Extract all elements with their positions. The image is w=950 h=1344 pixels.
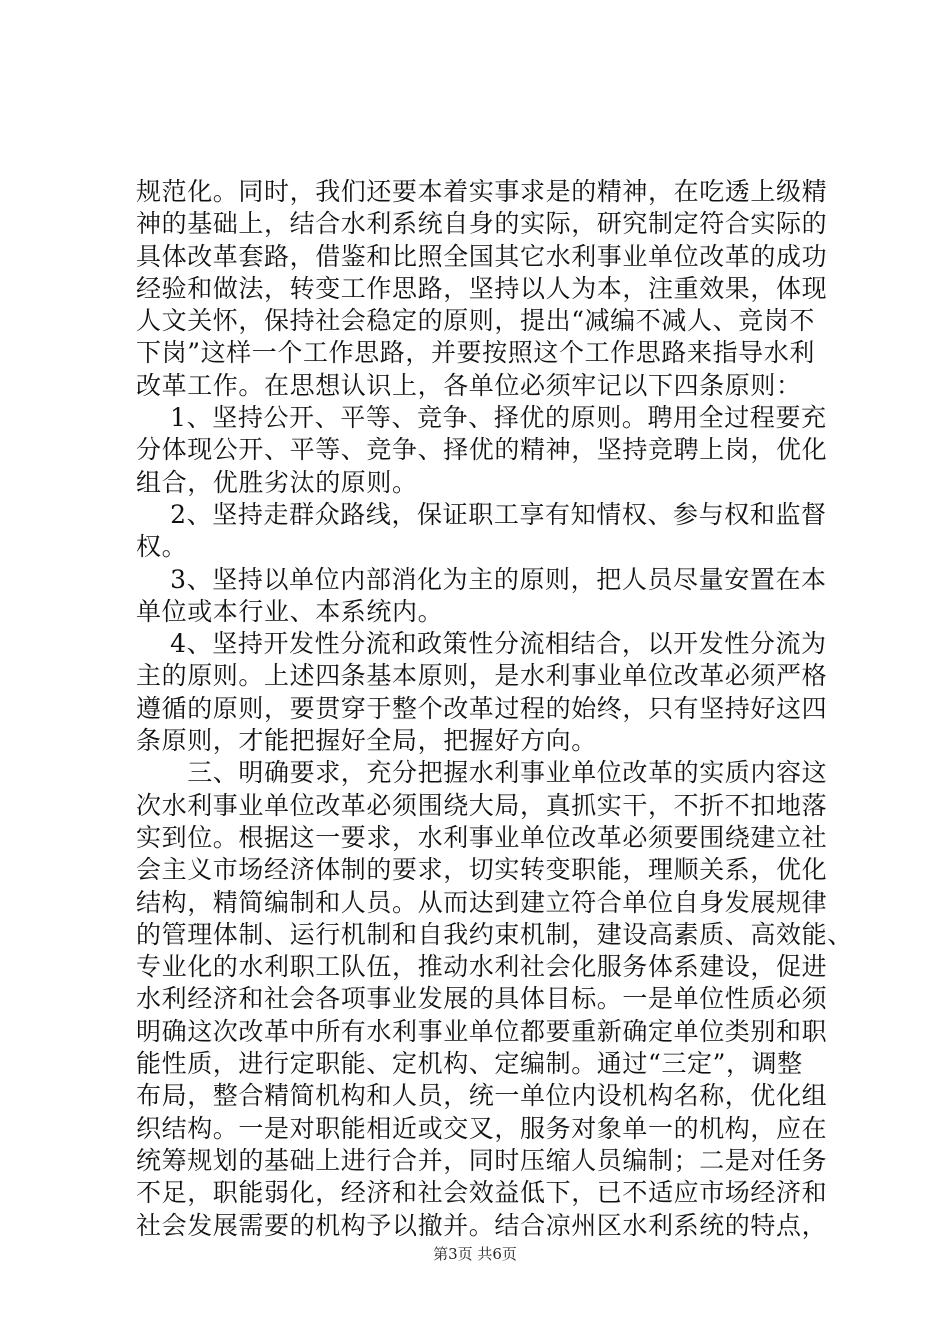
text-line: 经验和做法，转变工作思路，坚持以人为本，注重效果，体现 <box>136 273 828 303</box>
text-line: 条原则，才能把握好全局，把握好方向。 <box>136 726 597 756</box>
text-line: 明确这次改革中所有水利事业单位都要重新确定单位类别和职 <box>136 1016 828 1046</box>
text-line: 1、坚持公开、平等、竞争、择优的原则。聘用全过程要充 <box>136 403 827 433</box>
text-line: 布局，整合精简机构和人员，统一单位内设机构名称，优化组 <box>136 1081 828 1111</box>
text-line: 组合，优胜劣汰的原则。 <box>136 467 418 497</box>
text-line: 水利经济和社会各项事业发展的具体目标。一是单位性质必须 <box>136 984 828 1014</box>
text-line: 神的基础上，结合水利系统自身的实际，研究制定符合实际的 <box>136 209 828 239</box>
text-line: 3、坚持以单位内部消化为主的原则，把人员尽量安置在本 <box>136 564 827 594</box>
text-line: 会主义市场经济体制的要求，切实转变职能，理顺关系，优化 <box>136 855 828 885</box>
text-line: 人文关怀，保持社会稳定的原则，提出“减编不减人、竞岗不 <box>136 306 815 336</box>
text-line: 的管理体制、运行机制和自我约束机制，建设高素质、高效能、 <box>136 919 853 949</box>
text-line: 4、坚持开发性分流和政策性分流相结合，以开发性分流为 <box>136 629 827 659</box>
text-line: 不足，职能弱化，经济和社会效益低下，已不适应市场经济和 <box>136 1178 828 1208</box>
text-line: 具体改革套路，借鉴和比照全国其它水利事业单位改革的成功 <box>136 241 828 271</box>
text-line: 统筹规划的基础上进行合并，同时压缩人员编制；二是对任务 <box>136 1145 828 1175</box>
text-line: 三、明确要求，充分把握水利事业单位改革的实质内容这 <box>136 758 828 788</box>
text-line: 遵循的原则，要贯穿于整个改革过程的始终，只有坚持好这四 <box>136 693 828 723</box>
text-line: 结构，精简编制和人员。从而达到建立符合单位自身发展规律 <box>136 887 828 917</box>
text-line: 能性质，进行定职能、定机构、定编制。通过“三定”，调整 <box>136 1049 803 1079</box>
body-text <box>136 176 853 1242</box>
text-line: 单位或本行业、本系统内。 <box>136 596 444 626</box>
text-line: 2、坚持走群众路线，保证职工享有知情权、参与权和监督 <box>136 499 827 529</box>
text-line: 权。 <box>136 532 188 562</box>
page-number-footer: 第3页 共6页 <box>433 1245 517 1263</box>
text-line: 分体现公开、平等、竞争、择优的精神，坚持竞聘上岗，优化 <box>136 435 828 465</box>
text-line: 实到位。根据这一要求，水利事业单位改革必须要围绕建立社 <box>136 822 828 852</box>
text-line: 次水利事业单位改革必须围绕大局，真抓实干，不折不扣地落 <box>136 790 828 820</box>
text-line: 织结构。一是对职能相近或交叉，服务对象单一的机构，应在 <box>136 1113 828 1143</box>
text-line: 社会发展需要的机构予以撤并。结合凉州区水利系统的特点， <box>136 1210 828 1240</box>
text-line: 下岗”这样一个工作思路，并要按照这个工作思路来指导水利 <box>136 338 815 368</box>
text-line: 改革工作。在思想认识上，各单位必须牢记以下四条原则： <box>136 370 802 400</box>
text-line: 专业化的水利职工队伍，推动水利社会化服务体系建设，促进 <box>136 952 828 982</box>
text-line: 主的原则。上述四条基本原则，是水利事业单位改革必须严格 <box>136 661 828 691</box>
text-line: 规范化。同时，我们还要本着实事求是的精神，在吃透上级精 <box>136 177 828 206</box>
